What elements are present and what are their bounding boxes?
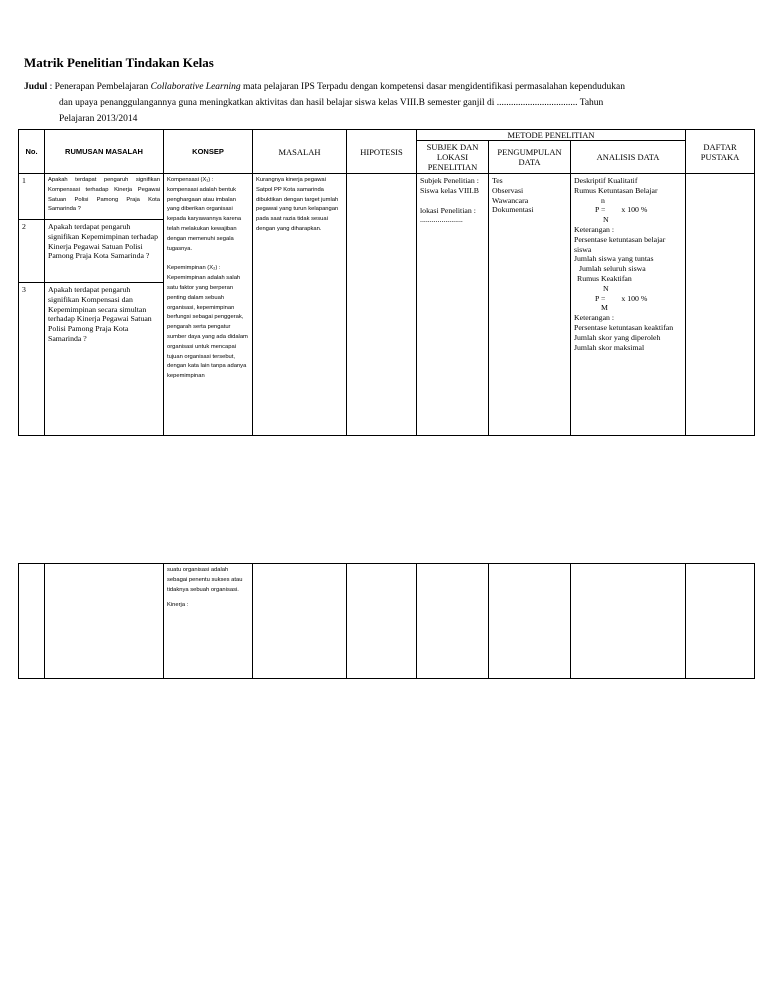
header-hipotesis: HIPOTESIS: [347, 130, 417, 174]
header-no: No.: [19, 130, 45, 174]
research-matrix-table: [18, 129, 755, 436]
lokasi-label: lokasi Penelitian :: [420, 205, 476, 215]
row-1-no: 1: [19, 174, 45, 220]
analisis-line: Jumlah seluruh siswa: [579, 264, 646, 274]
subjek-value: Siswa kelas VIII.B: [420, 185, 479, 195]
pengumpulan-item: Observasi: [492, 185, 524, 195]
cont-hipotesis-cell: [347, 564, 417, 679]
header-subjek-lokasi: SUBJEK DAN LOKASI PENELITIAN: [417, 141, 489, 174]
kinerja-label: Kinerja :: [167, 602, 189, 609]
header-masalah: MASALAH: [253, 130, 347, 174]
pengumpulan-item: Tes: [492, 176, 503, 185]
formula-x: x 100 %: [621, 205, 648, 215]
pengumpulan-item: Wawancara: [492, 195, 529, 205]
konsep-kompensasi-title: Kompensasi (X₁) :: [167, 177, 214, 183]
judul-line-3: Pelajaran 2013/2014: [59, 114, 138, 124]
cont-masalah-cell: [253, 564, 347, 679]
analisis-line: N: [603, 215, 609, 225]
formula-p: P =: [595, 293, 606, 303]
cont-konsep-cell: [164, 564, 253, 679]
konsep-kompensasi-text: kompensasi adalah bentuk penghargaan atau imbalan yang diberikan organisasi kepada karyawannya karena telah melakukan kewajiban dengan memenuhi segala tugasnya.: [167, 186, 242, 252]
analisis-line: Jumlah siswa yang tuntas: [574, 254, 654, 264]
judul-text-1: : Penerapan Pembelajaran: [47, 82, 151, 92]
judul-text-2: mata pelajaran IPS Terpadu dengan kompetensi dasar mengidentifikasi permasalahan kependudukan: [240, 82, 625, 92]
analisis-formula: [574, 205, 682, 215]
analisis-line: Deskriptif Kualitatif: [574, 176, 638, 185]
cont-daftar-cell: [686, 564, 755, 679]
analisis-line: Jumlah skor maksimal: [574, 342, 645, 352]
pengumpulan-item: Dokumentasi: [492, 205, 534, 215]
row-3-no: 3: [19, 283, 45, 436]
analisis-line: Keterangan :: [574, 313, 615, 323]
row-1-rumusan: Apakah terdapat pengaruh signifikan Kompensasi terhadap Kinerja Pegawai Satuan Polisi Pamong Praja Kota Samarinda ?: [45, 174, 164, 220]
analisis-cell: [571, 174, 686, 436]
header-konsep: KONSEP: [164, 130, 253, 174]
konsep-kepemimpinan-title: Kepemimpinan (X₂) :: [167, 265, 221, 272]
header-analisis-data: ANALISIS DATA: [571, 141, 686, 174]
analisis-line: Rumus Ketuntasan Belajar: [574, 185, 658, 195]
cont-konsep-text: suatu organisasi adalah sebagai penentu sukses atau tidaknya sebuah organisasi.: [167, 567, 243, 593]
analisis-line: Jumlah skor yang diperoleh: [574, 332, 661, 342]
header-daftar-pustaka: DAFTAR PUSTAKA: [686, 130, 755, 174]
header-pengumpulan-data: PENGUMPULAN DATA: [489, 141, 571, 174]
judul-block: [24, 79, 749, 127]
judul-line-2: dan upaya penanggulangannya guna meningkatkan aktivitas dan hasil belajar siswa kelas VIII.B semester ganjil di .................................. Tahun: [59, 98, 604, 108]
judul-italic: Collaborative Learning: [150, 82, 241, 92]
pengumpulan-cell: [489, 174, 571, 436]
lokasi-value: ......................: [420, 215, 463, 225]
row-2-rumusan: Apakah terdapat pengaruh signifikan Kepemimpinan terhadap Kinerja Pegawai Satuan Polisi Pamong Praja Kota Samarinda ?: [45, 220, 164, 283]
judul-label: Judul: [24, 82, 48, 92]
analisis-line: n: [601, 195, 605, 205]
cont-analisis-cell: [571, 564, 686, 679]
cont-pengumpulan-cell: [489, 564, 571, 679]
konsep-cell: [164, 174, 253, 436]
subjek-cell: [417, 174, 489, 436]
analisis-line: Rumus Keaktifan: [577, 273, 632, 283]
analisis-line: Persentase ketuntasan belajar siswa: [574, 234, 666, 254]
header-metode-penelitian: METODE PENELITIAN: [417, 130, 686, 141]
hipotesis-cell: [347, 174, 417, 436]
cont-no-cell: [19, 564, 45, 679]
document-title: Matrik Penelitian Tindakan Kelas: [24, 55, 214, 70]
masalah-cell: Kurangnya kinerja pegawai Satpol PP Kota samarinda dibuktikan dengan target jumlah pegawai yang turun kelapangan pada saat razia tidak sesuai dengan yang diharapkan.: [253, 174, 347, 436]
formula-x: x 100 %: [621, 293, 648, 303]
cont-rumusan-cell: [45, 564, 164, 679]
daftar-pustaka-cell: [686, 174, 755, 436]
cont-subjek-cell: [417, 564, 489, 679]
analisis-formula: [574, 294, 682, 304]
row-2-no: 2: [19, 220, 45, 283]
row-3-rumusan: Apakah terdapat pengaruh signifikan Kompensasi dan Kepemimpinan secara simultan terhadap Kinerja Pegawai Satuan Polisi Pamong Praja Kota Samarinda ?: [45, 283, 164, 436]
continuation-table: [18, 563, 755, 679]
analisis-line: Persentase ketuntasan keaktifan: [574, 322, 674, 332]
konsep-kepemimpinan-text: Kepemimpinan adalah salah satu faktor yang berperan penting dalam sebuah organisasi, kepemimpinan berfungsi sebagai penggerak, pengarah serta pengatur sumber daya yang ada didalam organisasi untuk mencapai tujuan organisasi tersebut, dengan kata lain tanpa adanya kepemimpinan: [167, 275, 248, 380]
analisis-line: N: [603, 283, 609, 293]
header-rumusan-masalah: RUMUSAN MASALAH: [45, 130, 164, 174]
analisis-line: Keterangan :: [574, 224, 615, 234]
subjek-label: Subjek Penelitian :: [420, 176, 479, 185]
analisis-line: M: [601, 303, 608, 313]
formula-p: P =: [595, 205, 606, 215]
